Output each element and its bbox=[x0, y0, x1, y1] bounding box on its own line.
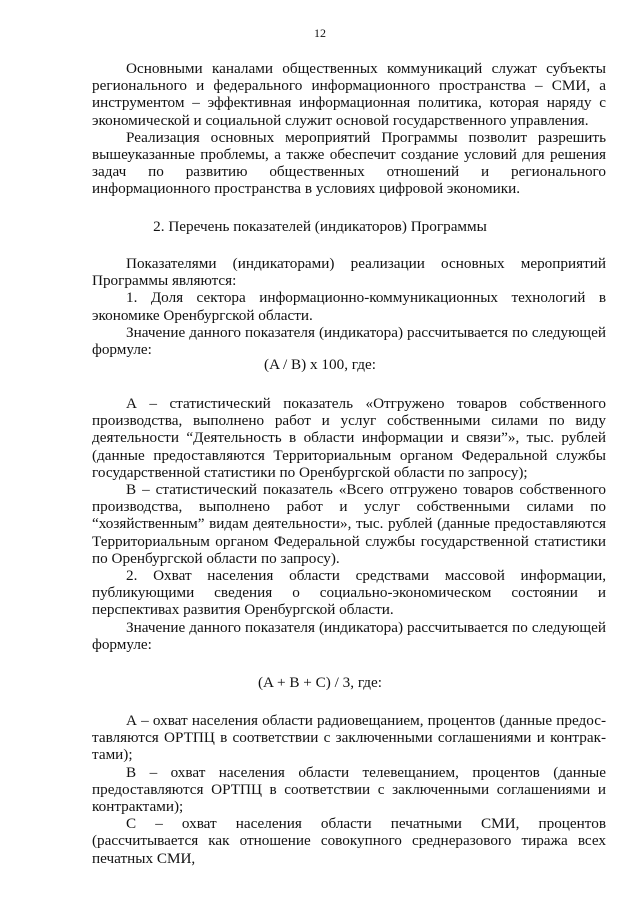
page-number: 12 bbox=[314, 26, 326, 40]
paragraph: Основными каналами общественных коммуникаций служат субъекты регионального и федерального информационного пространства – СМИ, а инструментом – эффективная информационная политика, которая наряду с экономической и социальной служит основой государственного управления. bbox=[92, 60, 606, 129]
paragraph: В – статистический показатель «Всего отгружено товаров собственного производства, выполнено работ и услуг собственными силами по “хозяйственным” видам деятельности», тыс. рублей (данные предоставляются Территориальным органом Федеральной службы государственной статистики по Оренбургской области по запросу). bbox=[92, 481, 606, 567]
paragraph: Реализация основных мероприятий Программы позволит разрешить вышеуказанные проблемы, а также обеспечит создание условий для решения задач по развитию общественных отношений и регионального информационного пространства в условиях цифровой экономики. bbox=[92, 128, 606, 198]
formula-2-definitions bbox=[92, 712, 606, 867]
paragraph: В – охват населения области телевещанием, процентов (данные предоставляются ОРТПЦ в соответствии с заключенными соглашениями и контрактами); bbox=[92, 763, 606, 816]
paragraph: Значение данного показателя (индикатора) рассчитывается по следующей формуле: bbox=[92, 323, 606, 359]
formula-2: (A + B + C) / 3, где: bbox=[258, 674, 382, 691]
paragraph: 2. Охват населения области средствами массовой информации, публикующими сведения о социально-экономическом состоянии и перспективах развития Оренбургской области. bbox=[92, 567, 606, 619]
formula-1: (A / B) x 100, где: bbox=[264, 356, 376, 373]
intro-section bbox=[92, 60, 606, 198]
formula-1-definitions bbox=[92, 395, 606, 653]
paragraph: Значение данного показателя (индикатора) рассчитывается по следующей формуле: bbox=[92, 618, 606, 653]
paragraph: Показателями (индикаторами) реализации основных мероприятий Программы являются: bbox=[92, 255, 606, 290]
section-heading: 2. Перечень показателей (индикаторов) Программы bbox=[153, 218, 487, 235]
paragraph: С – охват населения области печатными СМИ, процентов (рассчитывается как отношение совокупного среднеразового тиража всех печатных СМИ, bbox=[92, 815, 606, 867]
paragraph: А – охват населения области радиовещанием, процентов (данные предос-тавляются ОРТПЦ в соответствии с заключенными соглашениями и контрак-тами); bbox=[92, 712, 606, 764]
paragraph: А – статистический показатель «Отгружено товаров собственного производства, выполнено работ и услуг собственными силами по виду деятельности “Деятельность в области информации и связи”», тыс. рублей (данные предоставляются Территориальным органом Федеральной службы государственной статистики по Оренбургской области по запросу); bbox=[92, 395, 606, 481]
paragraph: 1. Доля сектора информационно-коммуникационных технологий в экономике Оренбургской области. bbox=[92, 289, 606, 324]
indicators-intro bbox=[92, 255, 606, 358]
